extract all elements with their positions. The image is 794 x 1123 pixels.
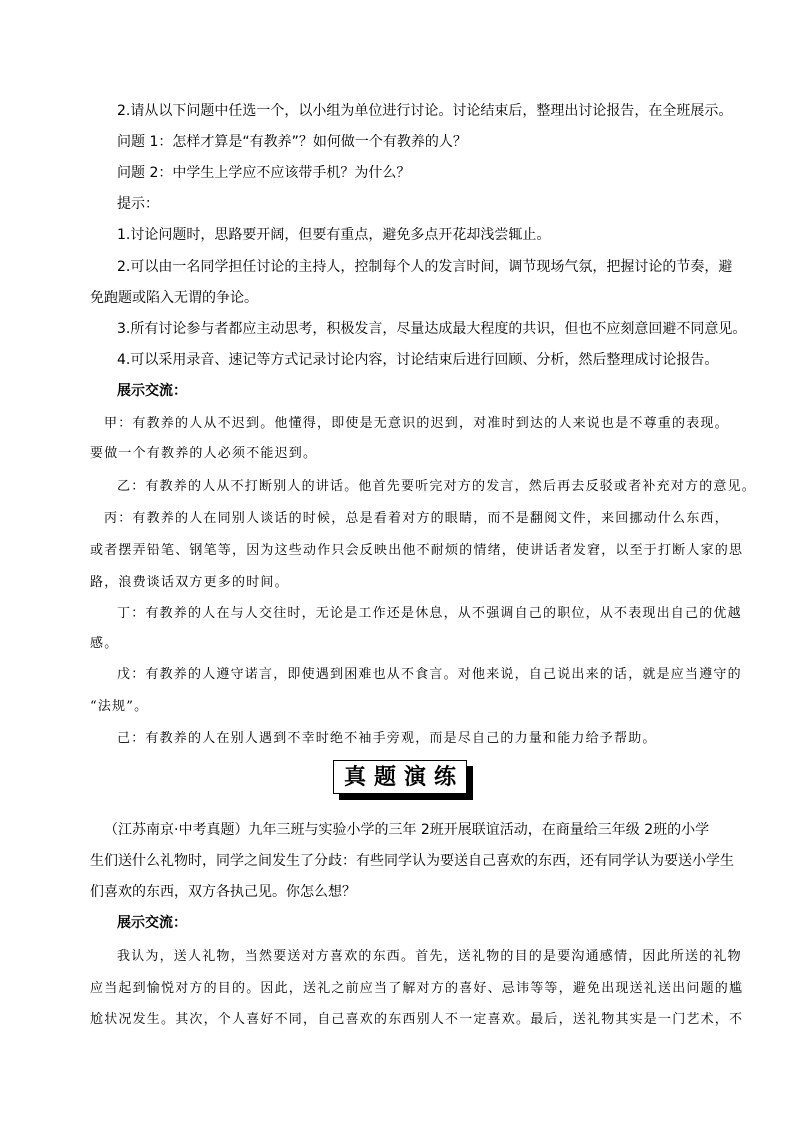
answer-line-2: 应当起到愉悦对方的目的。因此，送礼之前应当了解对方的喜好、忌讳等等，避免出现送礼送出问题的尴 [90,981,744,996]
question-2-text: 问题 2：中学生上学应不应该带手机？为什么？ [117,165,411,181]
exam-question-line-3: 们喜欢的东西，双方各执己见。你怎么想？ [90,884,356,900]
yi-text: 乙：有教养的人从不打断别人的讲话。他首先要听完对方的发言，然后再去反驳或者补充对方的意见。 [117,479,757,494]
wu-line-2: “法规”。 [90,699,149,714]
tip-2-line-2: 免跑题或陷入无谓的争论。 [90,290,258,306]
wu-line-1: 戊：有教养的人遵守诺言，即使遇到困难也从不食言。对他来说，自己说出来的话，就是应当遵守的 [117,667,742,682]
ji-text: 己：有教养的人在别人遇到不幸时绝不袖手旁观，而是尽自己的力量和能力给予帮助。 [117,731,657,746]
ding-line-2: 感。 [90,636,119,651]
tips-label: 提示： [117,196,159,212]
jia-line-2: 要做一个有教养的人必须不能迟到。 [90,446,318,461]
tip-1-text: 1.讨论问题时，思路要开阔，但要有重点，避免多点开花却浅尝辄止。 [117,227,551,243]
exam-question-line-2: 生们送什么礼物时，同学之间发生了分歧：有些同学认为要送自己喜欢的东西，还有同学认为要送小学生 [90,853,734,869]
intro-text: 2.请从以下问题中任选一个，以小组为单位进行讨论。讨论结束后，整理出讨论报告，在全班展示。 [117,103,733,119]
tip-4-text: 4.可以采用录音、速记等方式记录讨论内容，讨论结束后进行回顾、分析，然后整理成讨论报告。 [117,352,719,368]
bing-line-3: 路，浪费谈话双方更多的时间。 [90,575,289,590]
answer-line-3: 尬状况发生。其次，个人喜好不同，自己喜欢的东西别人不一定喜欢。最后，送礼物其实是一门艺术，不 [90,1012,744,1027]
showcase-label-2: 展示交流： [117,915,187,931]
question-1-text: 问题 1：怎样才算是“有教养”？如何做一个有教养的人？ [117,134,467,150]
bing-line-2: 或者摆弄铅笔、钢笔等，因为这些动作只会反映出他不耐烦的情绪，使讲话者发窘，以至于打断人家的思 [90,543,744,558]
tip-3-text: 3.所有讨论参与者都应主动思考，积极发言，尽量达成最大程度的共识，但也不应刻意回避不同意见。 [117,321,747,337]
jia-line-1: 甲：有教养的人从不迟到。他懂得，即使是无意识的迟到，对准时到达的人来说也是不尊重的表现。 [104,416,729,431]
showcase-label-1: 展示交流： [117,383,187,399]
ding-line-1: 丁：有教养的人在与人交往时，无论是工作还是休息，从不强调自己的职位，从不表现出自己的优越 [117,606,742,621]
bing-line-1: 丙：有教养的人在同别人谈话的时候，总是看着对方的眼睛，而不是翻阅文件，来回挪动什么东西， [104,511,729,526]
section-title: 真题演练 [333,760,467,794]
exam-question-line-1: （江苏南京·中考真题）九年三班与实验小学的三年 2班开展联谊活动，在商量给三年级 2班的小学 [104,822,710,838]
answer-line-1: 我认为，送人礼物，当然要送对方喜欢的东西。首先，送礼物的目的是要沟通感情，因此所送的礼物 [117,949,742,964]
tip-2-line-1: 2.可以由一名同学担任讨论的主持人，控制每个人的发言时间，调节现场气氛，把握讨论的节奏，避 [117,259,733,275]
